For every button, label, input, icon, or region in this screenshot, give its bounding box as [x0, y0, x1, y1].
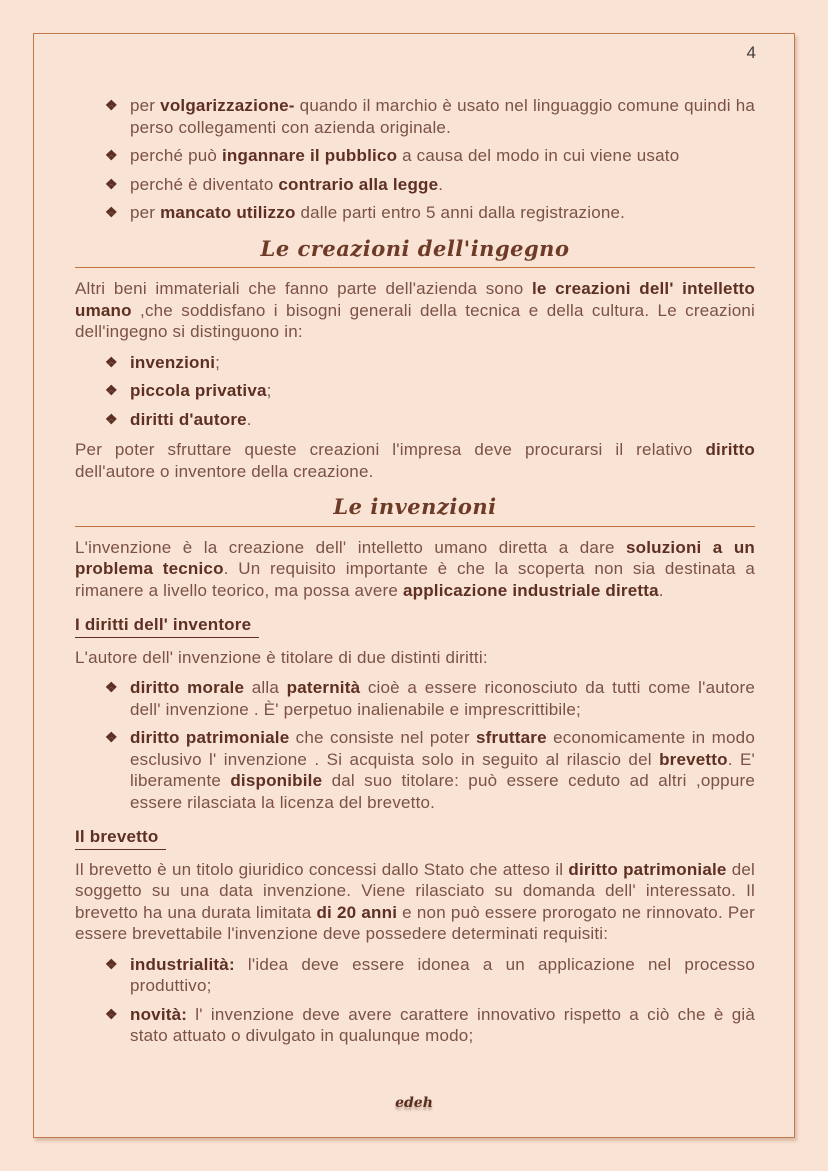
section-heading-creazioni: Le creazioni dell'ingegno [260, 235, 570, 261]
diamond-bullet-icon: ❖ [105, 382, 118, 398]
creations-type-list [75, 352, 755, 431]
list-item-text: invenzioni; [130, 352, 221, 372]
subheading-text: Il brevetto [75, 826, 166, 850]
footer-signature: edeh [395, 1095, 433, 1111]
diamond-bullet-icon: ❖ [105, 204, 118, 220]
diamond-bullet-icon: ❖ [105, 97, 118, 113]
diamond-bullet-icon: ❖ [105, 147, 118, 163]
diamond-bullet-icon: ❖ [105, 410, 118, 427]
paragraph-brevetto: Il brevetto è un titolo giuridico concessi dallo Stato che atteso il diritto patrimoniale del soggetto su una data invenzione. Viene rilasciato su domanda dell' interessato. Il brevetto ha una durata limitata di 20 anni e non può essere prorogato ne rinnovato. Per essere brevettabile l'invenzione deve possedere determinati requisiti: [75, 859, 755, 943]
paragraph-sfruttare: Per poter sfruttare queste creazioni l'impresa deve procurarsi il relativo diritto dell'autore o inventore della creazione. [75, 440, 755, 481]
list-item [105, 352, 755, 374]
diamond-bullet-icon: ❖ [105, 175, 118, 192]
inventor-rights-list [75, 677, 755, 813]
diamond-bullet-icon: ❖ [105, 729, 118, 745]
list-item-text: industrialità: l'idea deve essere idonea a un applicazione nel processo produttivo; [130, 954, 755, 995]
page-number: 4 [746, 43, 756, 62]
list-item-text: diritto patrimoniale che consiste nel poter sfruttare economicamente in modo esclusivo l' invenzione . Si acquista solo in seguito al rilascio del brevetto. E' liberamente disponibile dal suo titolare: può essere ceduto ad altri ,oppure essere rilasciata la licenza del brevetto. [130, 728, 755, 812]
paragraph-creazioni: Altri beni immateriali che fanno parte dell'azienda sono le creazioni dell' intelletto umano ,che soddisfano i bisogni generali della tecnica e della cultura. Le creazioni dell'ingegno si distinguono in: [75, 279, 755, 341]
patent-requirements-list [75, 954, 755, 1047]
list-item-text: diritto morale alla paternità cioè a essere riconosciuto da tutti come l'autore dell' invenzione . È' perpetuo inalienabile e imprescrittibile; [130, 678, 755, 719]
list-item-text: perché può ingannare il pubblico a causa del modo in cui viene usato [130, 146, 680, 165]
list-item [105, 202, 755, 224]
paragraph-autore: L'autore dell' invenzione è titolare di due distinti diritti: [75, 647, 488, 667]
list-item [105, 145, 755, 167]
list-item [105, 727, 755, 813]
subheading-brevetto [75, 826, 755, 850]
subheading-diritti-inventore [75, 614, 755, 638]
list-item [105, 95, 755, 138]
section-heading-block-creazioni [75, 235, 755, 269]
list-item [105, 380, 755, 402]
list-item-text: novità: l' invenzione deve avere carattere innovativo rispetto a ciò che è già stato attuato o divulgato in qualunque modo; [130, 1004, 755, 1045]
list-item [105, 174, 755, 196]
list-item [105, 1004, 755, 1047]
list-item [105, 677, 755, 720]
paragraph-invenzione: L'invenzione è la creazione dell' intelletto umano diretta a dare soluzioni a un problema tecnico. Un requisito importante è che la scoperta non sia destinata a rimanere a livello teorico, ma possa avere applicazione industriale diretta. [75, 537, 756, 600]
list-item-text: diritti d'autore. [130, 409, 252, 429]
diamond-bullet-icon: ❖ [105, 353, 118, 370]
list-item-text: piccola privativa; [130, 381, 272, 400]
page-content [75, 86, 755, 1056]
list-item [105, 409, 755, 431]
list-item-text: perché è diventato contrario alla legge. [130, 174, 444, 194]
subheading-text: I diritti dell' inventore [75, 614, 259, 638]
section-heading-block-invenzioni [75, 496, 755, 527]
list-item [105, 954, 755, 997]
list-item-text: per mancato utilizzo dalle parti entro 5 anni dalla registrazione. [130, 203, 626, 222]
diamond-bullet-icon: ❖ [105, 679, 118, 695]
list-item-text: per volgarizzazione- quando il marchio è usato nel linguaggio comune quindi ha perso collegamenti con azienda originale. [130, 96, 756, 137]
diamond-bullet-icon: ❖ [105, 1005, 118, 1022]
section-heading-invenzioni: Le invenzioni [333, 494, 497, 519]
diamond-bullet-icon: ❖ [105, 955, 118, 972]
trademark-revocation-list [75, 95, 755, 224]
